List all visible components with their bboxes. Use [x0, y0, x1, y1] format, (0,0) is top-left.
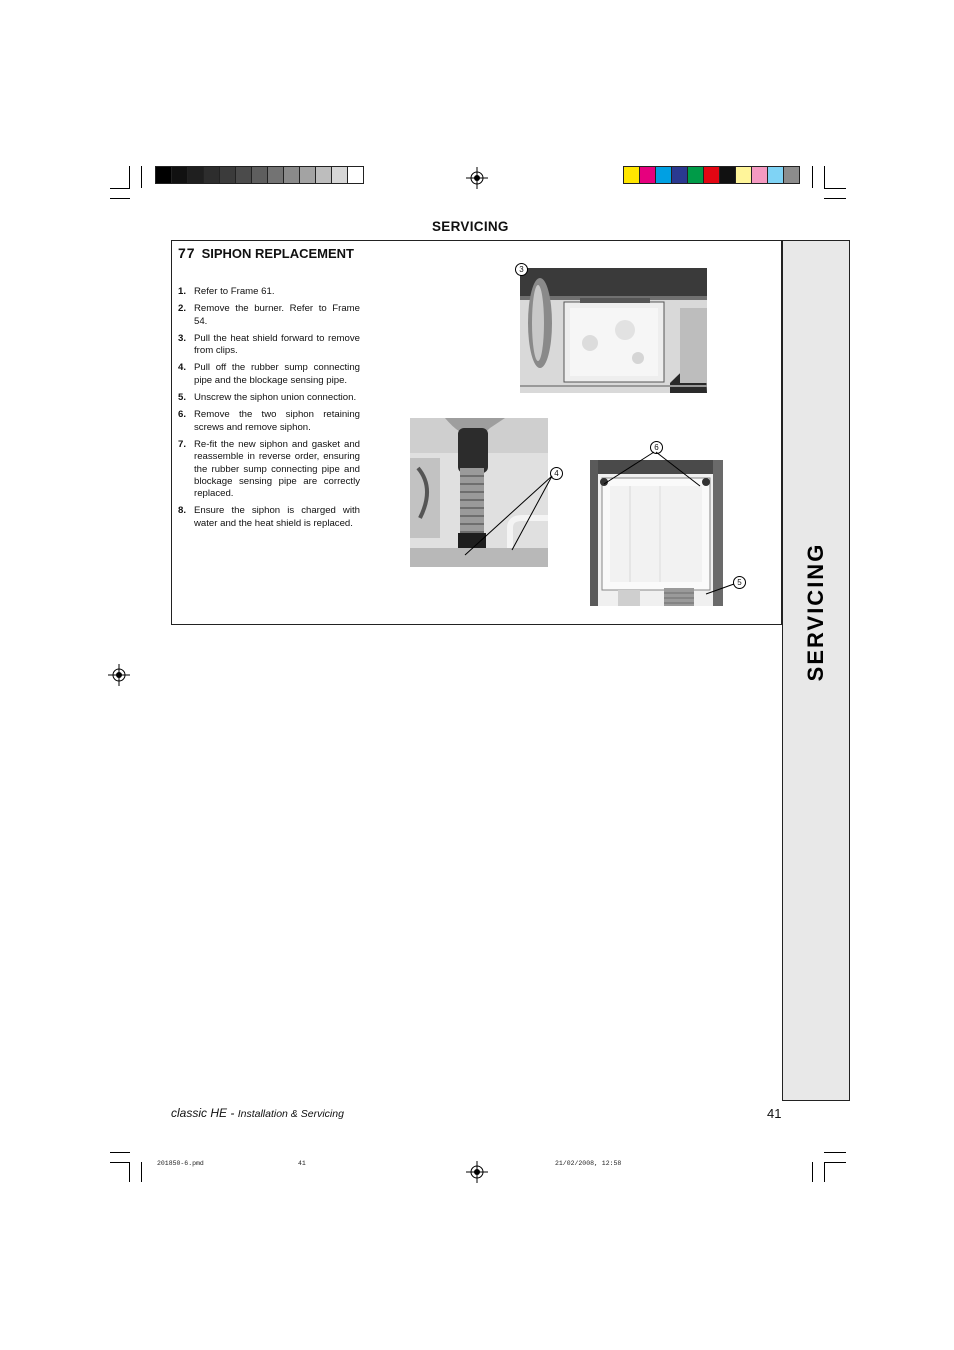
color-swatch	[268, 167, 284, 183]
footer-subtitle: Installation & Servicing	[237, 1108, 344, 1120]
frame-heading	[178, 245, 354, 261]
color-swatch	[752, 167, 768, 183]
step-item	[178, 439, 360, 500]
frame-number: 77	[178, 245, 196, 261]
crop-mark	[824, 1162, 825, 1182]
color-swatch	[300, 167, 316, 183]
crop-mark	[824, 1152, 846, 1153]
crop-mark	[110, 1162, 130, 1163]
slug-file: 201850-6.pmd	[157, 1160, 204, 1167]
step-text: Remove the burner. Refer to Frame 54.	[194, 303, 360, 327]
crop-mark	[129, 1162, 130, 1182]
registration-mark-icon	[466, 1161, 488, 1183]
registration-mark-icon	[466, 167, 488, 189]
color-swatch	[736, 167, 752, 183]
color-swatch	[316, 167, 332, 183]
color-swatch	[252, 167, 268, 183]
step-item	[178, 333, 360, 358]
crop-mark	[824, 1162, 846, 1163]
callout-4: 4	[550, 467, 563, 480]
color-swatch	[704, 167, 720, 183]
registration-mark-icon	[108, 664, 130, 686]
callout-4-leader	[440, 470, 565, 560]
color-swatch	[348, 167, 363, 183]
color-swatch	[720, 167, 736, 183]
color-swatch	[332, 167, 348, 183]
slug-date: 21/02/2008, 12:58	[555, 1160, 622, 1167]
crop-mark	[824, 166, 825, 188]
step-text: Remove the two siphon retaining screws and remove siphon.	[194, 409, 360, 433]
crop-mark	[110, 188, 130, 189]
step-item	[178, 303, 360, 328]
grayscale-color-bar	[155, 166, 364, 184]
color-swatch	[768, 167, 784, 183]
callout-3: 3	[515, 263, 528, 276]
steps-list	[178, 286, 360, 535]
slug-page: 41	[298, 1160, 306, 1167]
color-swatch	[640, 167, 656, 183]
step-number: 2.	[178, 303, 187, 315]
step-number: 4.	[178, 362, 187, 374]
section-title: SERVICING	[432, 219, 509, 234]
step-text: Re-fit the new siphon and gasket and reassemble in reverse order, ensuring the rubber sump connecting pipe and blockage sensing pipe are correctly replaced.	[194, 438, 360, 500]
color-swatch	[284, 167, 300, 183]
color-swatch	[156, 167, 172, 183]
color-swatch	[204, 167, 220, 183]
step-text: Pull off the rubber sump connecting pipe and the blockage sensing pipe.	[194, 362, 360, 386]
side-tab-label: SERVICING	[803, 542, 828, 682]
step-item	[178, 505, 360, 530]
step-number: 6.	[178, 409, 187, 421]
color-swatch	[220, 167, 236, 183]
crop-mark	[110, 1152, 130, 1153]
color-swatch	[624, 167, 640, 183]
step-item	[178, 409, 360, 434]
color-swatch	[236, 167, 252, 183]
color-swatch	[784, 167, 799, 183]
callout-6-leader	[596, 446, 706, 491]
step-text: Ensure the siphon is charged with water and the heat shield is replaced.	[194, 505, 360, 529]
process-color-bar	[623, 166, 800, 184]
crop-mark	[812, 166, 813, 188]
crop-mark	[141, 1162, 142, 1182]
crop-mark	[141, 166, 142, 188]
photo-heat-shield	[520, 268, 707, 393]
step-number: 3.	[178, 332, 187, 344]
footer-brand	[171, 1106, 344, 1120]
step-number: 5.	[178, 392, 187, 404]
color-swatch	[656, 167, 672, 183]
step-text: Pull the heat shield forward to remove from clips.	[194, 332, 360, 357]
crop-mark	[824, 198, 846, 199]
callout-6: 6	[650, 441, 663, 454]
step-text: Refer to Frame 61.	[194, 286, 275, 297]
color-swatch	[172, 167, 188, 183]
page-number: 41	[767, 1106, 782, 1121]
crop-mark	[110, 198, 130, 199]
frame-title: SIPHON REPLACEMENT	[201, 246, 354, 261]
step-item	[178, 286, 360, 298]
color-swatch	[672, 167, 688, 183]
step-item	[178, 362, 360, 387]
step-item	[178, 392, 360, 404]
footer-brand-name: classic HE -	[171, 1106, 238, 1120]
step-number: 1.	[178, 286, 187, 297]
callout-5: 5	[733, 576, 746, 589]
step-number: 8.	[178, 505, 187, 517]
callout-5-leader	[700, 580, 740, 600]
crop-mark	[129, 166, 130, 188]
step-number: 7.	[178, 438, 187, 450]
color-swatch	[688, 167, 704, 183]
crop-mark	[812, 1162, 813, 1182]
crop-mark	[824, 188, 846, 189]
color-swatch	[188, 167, 204, 183]
step-text: Unscrew the siphon union connection.	[194, 392, 357, 404]
